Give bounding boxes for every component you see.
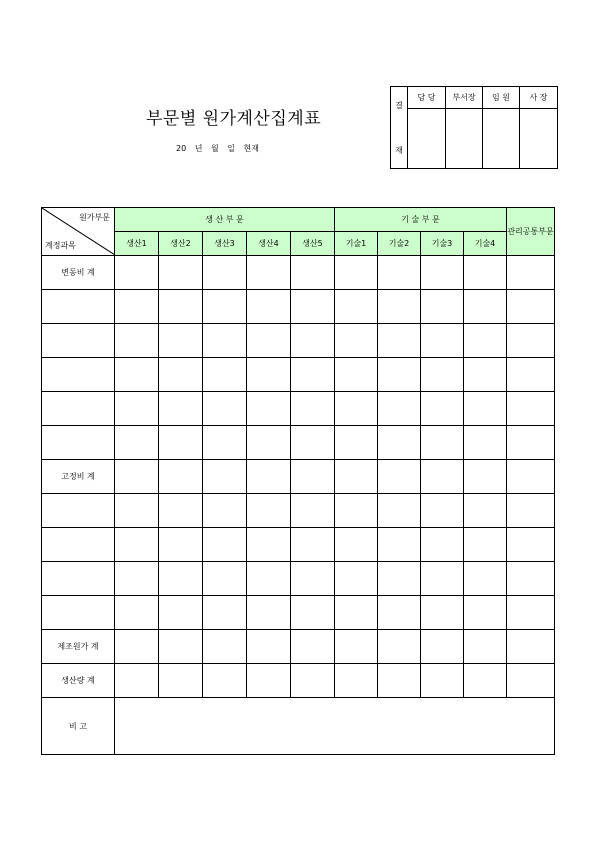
table-row <box>42 358 555 392</box>
table-cell[interactable] <box>507 562 555 596</box>
row-label <box>42 596 115 630</box>
table-cell[interactable] <box>247 392 291 426</box>
table-cell[interactable] <box>291 460 335 494</box>
table-cell[interactable] <box>115 630 159 664</box>
table-cell[interactable] <box>464 494 507 528</box>
table-cell[interactable] <box>378 460 421 494</box>
tech-col-header: 기술2 <box>378 232 421 256</box>
table-cell[interactable] <box>464 664 507 698</box>
production-col-header: 생산3 <box>203 232 247 256</box>
table-row <box>42 392 555 426</box>
table-cell[interactable] <box>159 426 203 460</box>
table-row <box>42 596 555 630</box>
table-cell[interactable] <box>378 426 421 460</box>
corner-header <box>42 208 115 256</box>
table-row <box>42 494 555 528</box>
table-cell[interactable] <box>159 290 203 324</box>
table-cell[interactable] <box>335 494 378 528</box>
table-cell[interactable] <box>291 324 335 358</box>
table-cell[interactable] <box>247 426 291 460</box>
table-cell[interactable] <box>335 392 378 426</box>
table-cell[interactable] <box>115 528 159 562</box>
table-cell[interactable] <box>464 392 507 426</box>
row-label <box>42 358 115 392</box>
table-cell[interactable] <box>378 358 421 392</box>
table-cell[interactable] <box>247 358 291 392</box>
table-cell[interactable] <box>421 664 464 698</box>
table-cell[interactable] <box>378 664 421 698</box>
date-line: 20 년 월 일 현재 <box>176 144 259 153</box>
table-cell[interactable] <box>291 426 335 460</box>
signature-cell[interactable] <box>446 109 483 169</box>
table-cell[interactable] <box>507 596 555 630</box>
table-cell[interactable] <box>291 256 335 290</box>
table-cell[interactable] <box>291 290 335 324</box>
table-cell[interactable] <box>464 358 507 392</box>
table-cell[interactable] <box>159 392 203 426</box>
table-row <box>42 664 555 698</box>
table-cell[interactable] <box>335 426 378 460</box>
table-cell[interactable] <box>507 358 555 392</box>
table-cell[interactable] <box>335 562 378 596</box>
table-cell[interactable] <box>507 630 555 664</box>
table-cell[interactable] <box>247 494 291 528</box>
table-cell[interactable] <box>421 324 464 358</box>
table-cell[interactable] <box>203 290 247 324</box>
table-row <box>42 256 555 290</box>
table-cell[interactable] <box>291 358 335 392</box>
table-cell[interactable] <box>378 290 421 324</box>
table-cell[interactable] <box>203 494 247 528</box>
table-cell[interactable] <box>247 664 291 698</box>
table-cell[interactable] <box>159 324 203 358</box>
row-label <box>42 494 115 528</box>
table-cell[interactable] <box>335 290 378 324</box>
production-col-header: 생산4 <box>247 232 291 256</box>
table-cell[interactable] <box>159 528 203 562</box>
table-cell[interactable] <box>507 290 555 324</box>
table-cell[interactable] <box>378 256 421 290</box>
table-cell[interactable] <box>159 562 203 596</box>
approval-box <box>390 86 558 169</box>
row-label <box>42 426 115 460</box>
table-cell[interactable] <box>203 256 247 290</box>
cost-department-label: 원가부문 <box>79 213 110 222</box>
table-cell[interactable] <box>247 630 291 664</box>
table-cell[interactable] <box>203 596 247 630</box>
table-cell[interactable] <box>335 324 378 358</box>
table-cell[interactable] <box>335 630 378 664</box>
approval-role: 부서장 <box>446 87 483 109</box>
table-cell[interactable] <box>507 392 555 426</box>
table-cell[interactable] <box>335 596 378 630</box>
table-row <box>42 562 555 596</box>
table-cell[interactable] <box>464 426 507 460</box>
table-cell[interactable] <box>115 290 159 324</box>
table-cell[interactable] <box>247 324 291 358</box>
table-cell[interactable] <box>335 528 378 562</box>
table-cell[interactable] <box>464 596 507 630</box>
table-cell[interactable] <box>115 664 159 698</box>
table-cell[interactable] <box>203 630 247 664</box>
approval-role: 임 원 <box>483 87 520 109</box>
table-cell[interactable] <box>203 460 247 494</box>
table-cell[interactable] <box>464 324 507 358</box>
signature-cell[interactable] <box>520 109 558 169</box>
table-cell[interactable] <box>291 630 335 664</box>
table-row <box>42 324 555 358</box>
table-cell[interactable] <box>421 392 464 426</box>
row-label: 고정비 계 <box>42 460 115 494</box>
table-cell[interactable] <box>507 494 555 528</box>
table-cell[interactable] <box>507 528 555 562</box>
table-cell[interactable] <box>464 290 507 324</box>
table-cell[interactable] <box>203 392 247 426</box>
table-cell[interactable] <box>203 324 247 358</box>
table-cell[interactable] <box>115 324 159 358</box>
production-group-header: 생 산 부 문 <box>115 208 335 232</box>
table-cell[interactable] <box>159 596 203 630</box>
table-cell[interactable] <box>421 528 464 562</box>
table-row <box>42 528 555 562</box>
tech-col-header: 기술3 <box>421 232 464 256</box>
table-cell[interactable] <box>421 494 464 528</box>
tech-group-header: 기 술 부 문 <box>335 208 507 232</box>
row-label <box>42 290 115 324</box>
table-cell[interactable] <box>378 494 421 528</box>
account-label: 계정과목 <box>45 241 76 250</box>
signature-cell[interactable] <box>483 109 520 169</box>
table-cell[interactable] <box>291 596 335 630</box>
approval-role: 담 당 <box>408 87 446 109</box>
table-cell[interactable] <box>115 426 159 460</box>
table-cell[interactable] <box>421 630 464 664</box>
table-cell[interactable] <box>115 596 159 630</box>
table-cell[interactable] <box>203 664 247 698</box>
table-cell[interactable] <box>421 256 464 290</box>
table-cell[interactable] <box>159 256 203 290</box>
remarks-cell[interactable] <box>115 698 555 755</box>
tech-col-header: 기술4 <box>464 232 507 256</box>
table-cell[interactable] <box>115 460 159 494</box>
table-cell[interactable] <box>115 562 159 596</box>
table-cell[interactable] <box>159 664 203 698</box>
table-cell[interactable] <box>378 528 421 562</box>
row-label <box>42 324 115 358</box>
table-cell[interactable] <box>115 392 159 426</box>
table-cell[interactable] <box>421 290 464 324</box>
table-cell[interactable] <box>378 630 421 664</box>
table-cell[interactable] <box>464 460 507 494</box>
cost-summary-table <box>41 207 555 755</box>
table-cell[interactable] <box>464 562 507 596</box>
table-cell[interactable] <box>203 426 247 460</box>
table-row <box>42 290 555 324</box>
approval-role: 사 장 <box>520 87 558 109</box>
management-header: 관리공통부문 <box>507 208 555 256</box>
table-cell[interactable] <box>507 460 555 494</box>
table-cell[interactable] <box>159 630 203 664</box>
table-cell[interactable] <box>291 664 335 698</box>
table-cell[interactable] <box>335 358 378 392</box>
remarks-label: 비 고 <box>42 698 115 755</box>
table-cell[interactable] <box>247 528 291 562</box>
row-label <box>42 562 115 596</box>
production-col-header: 생산2 <box>159 232 203 256</box>
table-cell[interactable] <box>421 596 464 630</box>
table-cell[interactable] <box>291 392 335 426</box>
table-cell[interactable] <box>421 358 464 392</box>
table-cell[interactable] <box>507 664 555 698</box>
table-cell[interactable] <box>464 256 507 290</box>
table-cell[interactable] <box>291 528 335 562</box>
table-cell[interactable] <box>159 358 203 392</box>
table-cell[interactable] <box>291 562 335 596</box>
table-cell[interactable] <box>291 494 335 528</box>
table-cell[interactable] <box>335 256 378 290</box>
table-cell[interactable] <box>247 596 291 630</box>
table-cell[interactable] <box>378 324 421 358</box>
row-label <box>42 528 115 562</box>
table-cell[interactable] <box>378 562 421 596</box>
table-cell[interactable] <box>247 290 291 324</box>
row-label: 변동비 계 <box>42 256 115 290</box>
table-cell[interactable] <box>115 358 159 392</box>
table-row <box>42 426 555 460</box>
table-cell[interactable] <box>378 596 421 630</box>
table-cell[interactable] <box>203 562 247 596</box>
row-label <box>42 392 115 426</box>
table-cell[interactable] <box>115 494 159 528</box>
table-cell[interactable] <box>464 630 507 664</box>
table-cell[interactable] <box>159 494 203 528</box>
row-label: 제조원가 계 <box>42 630 115 664</box>
production-col-header: 생산5 <box>291 232 335 256</box>
table-row <box>42 630 555 664</box>
table-cell[interactable] <box>247 562 291 596</box>
signature-cell[interactable] <box>408 109 446 169</box>
table-cell[interactable] <box>507 324 555 358</box>
table-cell[interactable] <box>378 392 421 426</box>
table-cell[interactable] <box>507 256 555 290</box>
table-row <box>42 460 555 494</box>
table-cell[interactable] <box>159 460 203 494</box>
production-col-header: 생산1 <box>115 232 159 256</box>
table-cell[interactable] <box>421 562 464 596</box>
table-cell[interactable] <box>247 256 291 290</box>
table-cell[interactable] <box>507 426 555 460</box>
table-cell[interactable] <box>115 256 159 290</box>
table-cell[interactable] <box>203 528 247 562</box>
table-cell[interactable] <box>464 528 507 562</box>
document-title: 부문별 원가계산집계표 <box>146 109 322 129</box>
table-cell[interactable] <box>203 358 247 392</box>
table-cell[interactable] <box>247 460 291 494</box>
table-cell[interactable] <box>421 460 464 494</box>
tech-col-header: 기술1 <box>335 232 378 256</box>
table-cell[interactable] <box>335 664 378 698</box>
row-label: 생산량 계 <box>42 664 115 698</box>
table-cell[interactable] <box>421 426 464 460</box>
approval-side-label: 결 재 <box>391 87 408 169</box>
table-cell[interactable] <box>335 460 378 494</box>
